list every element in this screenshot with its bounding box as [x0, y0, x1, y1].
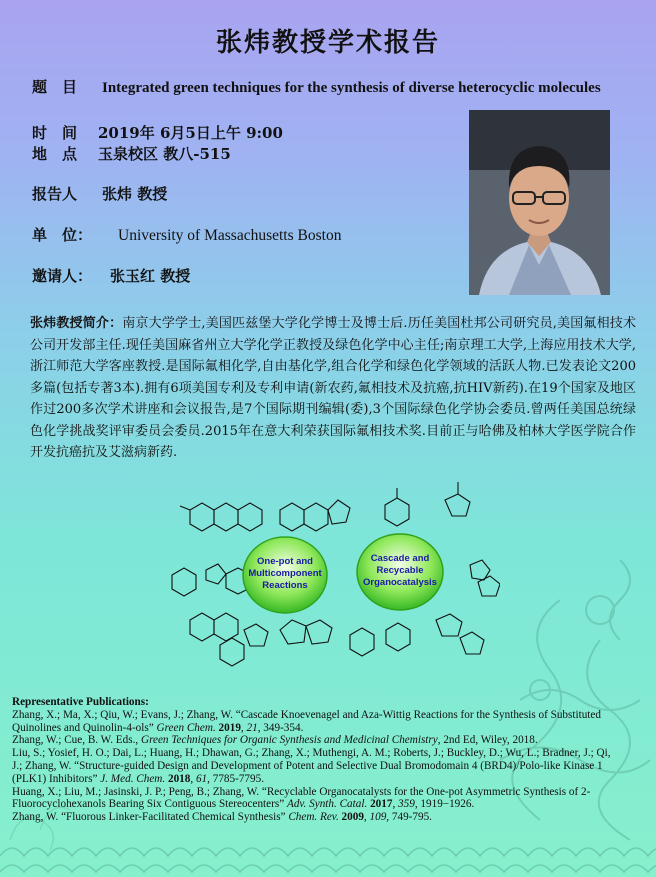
speaker-row	[32, 183, 167, 204]
publication-pages: , 2nd Ed, Wiley, 2018.	[437, 734, 538, 747]
speaker-photo	[469, 110, 610, 295]
publication-entry: Huang, X.; Liu, M.; Jasinski, J. P.; Peng, B.; Zhang, W. “Recyclable Organocatalysts for the One-pot Asymmetric Synthesis of 2-Fluorocyclohexanols Bearing Six Contiguous Stereocenters” Adv. Synth. Catal. 2017, 359, 1919−1926.	[12, 785, 591, 811]
talk-title-row	[32, 78, 632, 98]
publication-year: 2019	[218, 721, 241, 734]
publication-journal: Green Chem.	[156, 721, 216, 734]
right-bubble-line-1: Cascade and	[370, 553, 430, 564]
publication-pages: , 349-354.	[257, 721, 304, 734]
bio-text: 南京大学学士,美国匹兹堡大学化学博士及博士后.历任美国杜邦公司研究员,美国氟相技术公司开发部主任.现任美国麻省州立大学化学正教授及绿色化学中心主任;南京理工大学,上海应用技术大学,浙江师范大学客座教授.是国际氟相化学,自由基化学,组合化学和绿色化学领域的活跃人物.已发表论文200多篇(包括专著3本).拥有6项美国专利及专利申请(新农药,氟相技术及抗癌,抗HIV新药).在19个国家及地区作过200多次学术讲座和会议报告,是7个国际期刊编辑(委),3个国际绿色化学协会委员.曾两任美国总统绿色化学挑战奖评审委员会委员.2015年在意大利荣获国际氟相技术奖.目前正与哈佛及柏林大学医学院合作开发抗癌抗及艾滋病新药.	[30, 316, 636, 460]
talk-title-label: 题 目	[32, 78, 78, 96]
speaker-label: 报告人	[32, 185, 78, 203]
publication-entry: Zhang, W. “Fluorous Linker-Facilitated Chemical Synthesis” Chem. Rev. 2009, 109, 749-795.	[12, 811, 432, 824]
publication-authors: Zhang, W.; Cue, B. W. Eds.,	[12, 734, 139, 747]
publication-volume: 109	[369, 811, 387, 824]
unit-label: 单 位：	[32, 226, 93, 244]
left-bubble-line-1: One-pot and	[257, 556, 313, 567]
publication-authors: Huang, X.; Liu, M.; Jasinski, J. P.; Peng, B.; Zhang, W. “Recyclable Organocatalysts for the One-pot Asymmetric Synthesis of 2-Fluorocyclohexanols Bearing Six Contiguous Stereocenters”	[12, 785, 591, 811]
publication-pages: , 7785-7795.	[207, 772, 265, 785]
publication-year: 2018	[167, 772, 191, 785]
chemistry-scheme	[160, 470, 500, 702]
publication-volume: 359	[398, 798, 415, 811]
left-bubble-line-3: Reactions	[262, 580, 308, 591]
page-title: 张炜教授学术报告	[215, 28, 440, 58]
bio-paragraph	[30, 313, 636, 464]
publication-authors: Liu, S.; Yosief, H. O.; Dai, L.; Huang, H.; Dhawan, G.; Zhang, X.; Muthengi, A. M.; Roberts, J.; Buckley, D.; Wu, L.; Bradner, J.; Qi, J.; Zhang, W. “Structure-guided Design and Development of Potent and Selective Dual Bromodomain 4 (BRD4)/Polo-like Kinase 1 (PLK1) Inhibitors”	[12, 747, 611, 785]
publication-journal: Chem. Rev.	[288, 811, 339, 824]
publication-entry	[12, 734, 622, 747]
publications-list	[12, 696, 622, 824]
right-bubble-line-2: Recycable	[376, 565, 424, 576]
place-label: 地 点	[32, 145, 78, 163]
speaker-value: 张炜 教授	[102, 185, 168, 203]
talk-title-value: Integrated green techniques for the synthesis of diverse heterocyclic molecules	[102, 80, 601, 96]
unit-value: University of Massachusetts Boston	[118, 227, 342, 244]
publication-volume: 21	[246, 721, 258, 734]
publication-entry: Zhang, X.; Ma, X.; Qiu, W.; Evans, J.; Zhang, W. “Cascade Knoevenagel and Aza-Wittig Reactions for the Synthesis of Substituted Quinolines and Quinolin-4-ols” Green Chem. 2019, 21, 349-354.	[12, 708, 601, 734]
unit-row	[32, 224, 341, 245]
inviter-label: 邀请人：	[32, 267, 93, 285]
publication-authors: Zhang, W. “Fluorous Linker-Facilitated Chemical Synthesis”	[12, 811, 286, 824]
time-label: 时 间	[32, 124, 78, 142]
publication-year: 2009	[341, 811, 364, 824]
publication-pages: , 1919−1926.	[414, 798, 475, 811]
inviter-value: 张玉红 教授	[110, 267, 191, 285]
publication-pages: , 749-795.	[386, 811, 432, 824]
right-bubble-line-3: Organocatalysis	[363, 577, 437, 588]
place-value: 玉泉校区 教八-515	[98, 145, 231, 163]
publication-volume: 61	[195, 772, 208, 785]
publication-journal: Green Techniques for Organic Synthesis and Medicinal Chemistry	[140, 734, 438, 747]
time-value: 2019年 6月5日上午 9:00	[98, 124, 283, 142]
speaker-portrait-icon	[469, 110, 610, 295]
publication-journal: Adv. Synth. Catal.	[286, 798, 368, 811]
publication-entry: Liu, S.; Yosief, H. O.; Dai, L.; Huang, H.; Dhawan, G.; Zhang, X.; Muthengi, A. M.; Roberts, J.; Buckley, D.; Wu, L.; Bradner, J.; Qi, J.; Zhang, W. “Structure-guided Design and Development of Potent and Selective Dual Bromodomain 4 (BRD4)/Polo-like Kinase 1 (PLK1) Inhibitors” J. Med. Chem. 2018, 61, 7785-7795.	[12, 747, 611, 785]
publications-heading: Representative Publications:	[12, 696, 149, 708]
place-row	[32, 143, 231, 164]
publication-authors: Zhang, X.; Ma, X.; Qiu, W.; Evans, J.; Zhang, W. “Cascade Knoevenagel and Aza-Wittig Reactions for the Synthesis of Substituted Quinolines and Quinolin-4-ols”	[12, 708, 601, 734]
time-row	[32, 122, 283, 143]
bio-heading: 张炜教授简介：	[30, 316, 123, 331]
inviter-row	[32, 265, 190, 286]
left-bubble-line-2: Multicomponent	[248, 568, 322, 579]
publication-journal: J. Med. Chem.	[100, 772, 166, 785]
publication-year: 2017	[370, 798, 393, 811]
molecule-structures-icon	[172, 482, 500, 666]
